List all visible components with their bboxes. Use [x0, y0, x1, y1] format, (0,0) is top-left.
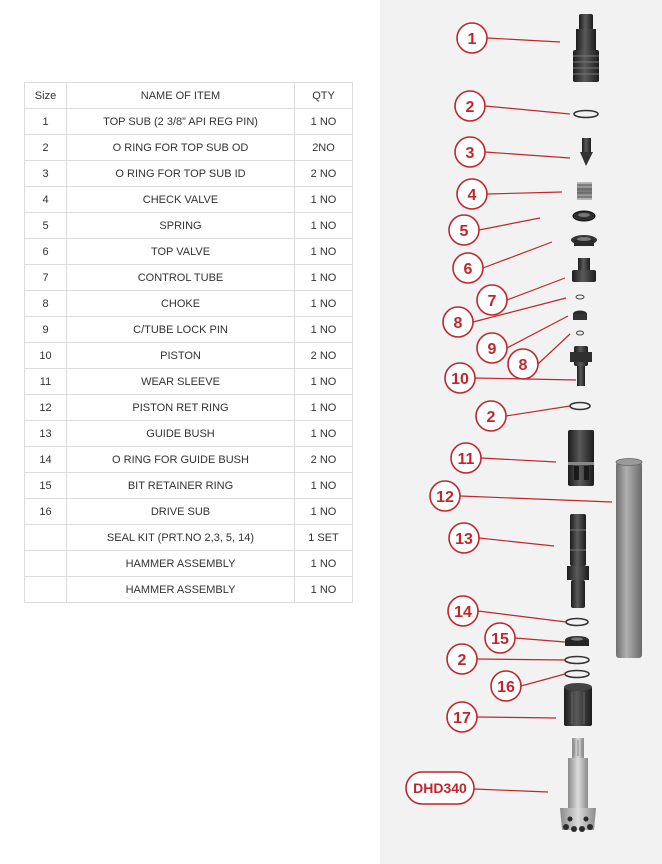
part-o-ring	[570, 403, 590, 410]
parts-table	[24, 82, 353, 603]
row-size: 11	[25, 369, 67, 395]
callout-number: 13	[455, 531, 473, 548]
row-size: 13	[25, 421, 67, 447]
row-item-name: O RING FOR TOP SUB OD	[67, 135, 295, 161]
row-size: 8	[25, 291, 67, 317]
row-qty: 1 NO	[295, 551, 353, 577]
row-qty: 1 NO	[295, 109, 353, 135]
part-o-ring	[565, 657, 589, 664]
row-size: 4	[25, 187, 67, 213]
row-size: 15	[25, 473, 67, 499]
callout-number: 8	[453, 315, 463, 332]
callout-leader-line	[507, 278, 565, 300]
part-o-ring	[565, 671, 589, 678]
table-header-row	[25, 83, 353, 109]
table-row	[25, 499, 353, 525]
header-name-of-item: NAME OF ITEM	[67, 83, 295, 109]
callout-number: 7	[487, 293, 497, 310]
part-top-valve	[571, 235, 597, 246]
callout-number: 8	[518, 357, 528, 374]
row-item-name: DRIVE SUB	[67, 499, 295, 525]
row-qty: 1 NO	[295, 421, 353, 447]
part-lock-pin	[573, 311, 587, 321]
ring-inner	[578, 213, 590, 217]
table-row	[25, 239, 353, 265]
row-qty: 1 NO	[295, 187, 353, 213]
callout-number: 14	[454, 604, 472, 621]
row-qty: 1 NO	[295, 473, 353, 499]
part-drive-sub	[564, 683, 592, 726]
row-item-name: CONTROL TUBE	[67, 265, 295, 291]
table-row	[25, 577, 353, 603]
callout-number: 10	[451, 371, 469, 388]
table-row	[25, 421, 353, 447]
row-item-name: HAMMER ASSEMBLY	[67, 551, 295, 577]
row-size: 1	[25, 109, 67, 135]
callout-leader-line	[477, 659, 565, 660]
callout-leader-line	[483, 242, 552, 268]
table-row	[25, 369, 353, 395]
callout-leader-line	[485, 106, 570, 114]
row-size: 16	[25, 499, 67, 525]
row-item-name: HAMMER ASSEMBLY	[67, 577, 295, 603]
callout-leader-line	[479, 538, 554, 546]
callout-number: 11	[457, 451, 475, 468]
callout-leader-line	[460, 496, 612, 502]
table-row	[25, 473, 353, 499]
table-row	[25, 109, 353, 135]
table-row	[25, 213, 353, 239]
exploded-view-diagram	[380, 0, 662, 864]
part-drill-bit	[560, 738, 596, 832]
row-qty: 2NO	[295, 135, 353, 161]
table-row	[25, 291, 353, 317]
row-item-name: SPRING	[67, 213, 295, 239]
row-item-name: CHOKE	[67, 291, 295, 317]
part-top-sub	[573, 14, 599, 82]
row-size: 2	[25, 135, 67, 161]
row-item-name: TOP VALVE	[67, 239, 295, 265]
row-size: 14	[25, 447, 67, 473]
callout-leader-line	[479, 218, 540, 230]
part-o-ring	[574, 111, 598, 118]
row-size: 3	[25, 161, 67, 187]
row-qty: 2 NO	[295, 343, 353, 369]
callout-number: 4	[467, 187, 477, 204]
row-size	[25, 577, 67, 603]
row-item-name: GUIDE BUSH	[67, 421, 295, 447]
table-row	[25, 135, 353, 161]
row-qty: 1 NO	[295, 499, 353, 525]
callout-leader-line	[506, 406, 570, 416]
table-row	[25, 265, 353, 291]
row-size: 9	[25, 317, 67, 343]
callout-leader-line	[487, 192, 562, 194]
callout-leader-line	[507, 316, 568, 348]
row-item-name: BIT RETAINER RING	[67, 473, 295, 499]
row-item-name: PISTON RET RING	[67, 395, 295, 421]
row-item-name: TOP SUB (2 3/8” API REG PIN)	[67, 109, 295, 135]
callout-number: 2	[465, 99, 475, 116]
callout-leader-line	[485, 152, 570, 158]
table-row	[25, 343, 353, 369]
callout-leader-line	[538, 334, 570, 364]
row-qty: 1 NO	[295, 213, 353, 239]
header-size: Size	[25, 83, 67, 109]
part-o-ring	[566, 619, 588, 626]
part-choke-2	[577, 331, 584, 335]
callout-leader-line	[481, 458, 556, 462]
callout-number: 2	[457, 652, 467, 669]
part-wear-sleeve	[568, 430, 594, 486]
part-outer-barrel	[616, 459, 642, 659]
model-label-leader-line	[474, 789, 548, 792]
callout-number: 2	[486, 409, 496, 426]
callout-number: 17	[453, 710, 471, 727]
row-item-name: C/TUBE LOCK PIN	[67, 317, 295, 343]
row-qty: 1 SET	[295, 525, 353, 551]
row-qty: 1 NO	[295, 265, 353, 291]
header-qty: QTY	[295, 83, 353, 109]
part-check-valve	[580, 138, 593, 166]
callout-number: 15	[491, 631, 509, 648]
row-qty: 2 NO	[295, 161, 353, 187]
callout-leader-line	[487, 38, 560, 42]
row-qty: 1 NO	[295, 317, 353, 343]
row-size	[25, 525, 67, 551]
table-row	[25, 395, 353, 421]
callout-number: 5	[459, 223, 469, 240]
row-item-name: O RING FOR TOP SUB ID	[67, 161, 295, 187]
table-row	[25, 551, 353, 577]
table-body	[25, 109, 353, 603]
table-row	[25, 161, 353, 187]
row-item-name: O RING FOR GUIDE BUSH	[67, 447, 295, 473]
part-choke	[576, 295, 584, 299]
callout-number: 9	[487, 341, 497, 358]
table-row	[25, 317, 353, 343]
part-guide-bush	[567, 514, 589, 608]
callout-number: 6	[463, 261, 473, 278]
callout-leader-line	[478, 611, 566, 622]
callout-number: 16	[497, 679, 515, 696]
part-control-tube	[572, 258, 596, 282]
row-size: 5	[25, 213, 67, 239]
callout-leader-line	[477, 717, 556, 718]
callout-number: 3	[465, 145, 475, 162]
part-bit-retainer-ring	[565, 636, 589, 646]
row-item-name: SEAL KIT (PRT.NO 2,3, 5, 14)	[67, 525, 295, 551]
callout-number: 12	[436, 489, 454, 506]
row-size: 12	[25, 395, 67, 421]
row-qty: 1 NO	[295, 369, 353, 395]
row-qty: 1 NO	[295, 395, 353, 421]
callout-leader-line	[521, 674, 565, 686]
row-item-name: CHECK VALVE	[67, 187, 295, 213]
model-label: DHD340	[413, 780, 467, 796]
row-size: 10	[25, 343, 67, 369]
row-size: 6	[25, 239, 67, 265]
row-qty: 1 NO	[295, 239, 353, 265]
row-size: 7	[25, 265, 67, 291]
row-qty: 1 NO	[295, 577, 353, 603]
table-row	[25, 447, 353, 473]
callout-number: 1	[467, 31, 477, 48]
row-qty: 1 NO	[295, 291, 353, 317]
row-item-name: WEAR SLEEVE	[67, 369, 295, 395]
row-size	[25, 551, 67, 577]
part-spring	[577, 182, 592, 200]
table-row	[25, 187, 353, 213]
callout-leader-line	[515, 638, 565, 642]
row-qty: 2 NO	[295, 447, 353, 473]
row-item-name: PISTON	[67, 343, 295, 369]
table-row	[25, 525, 353, 551]
